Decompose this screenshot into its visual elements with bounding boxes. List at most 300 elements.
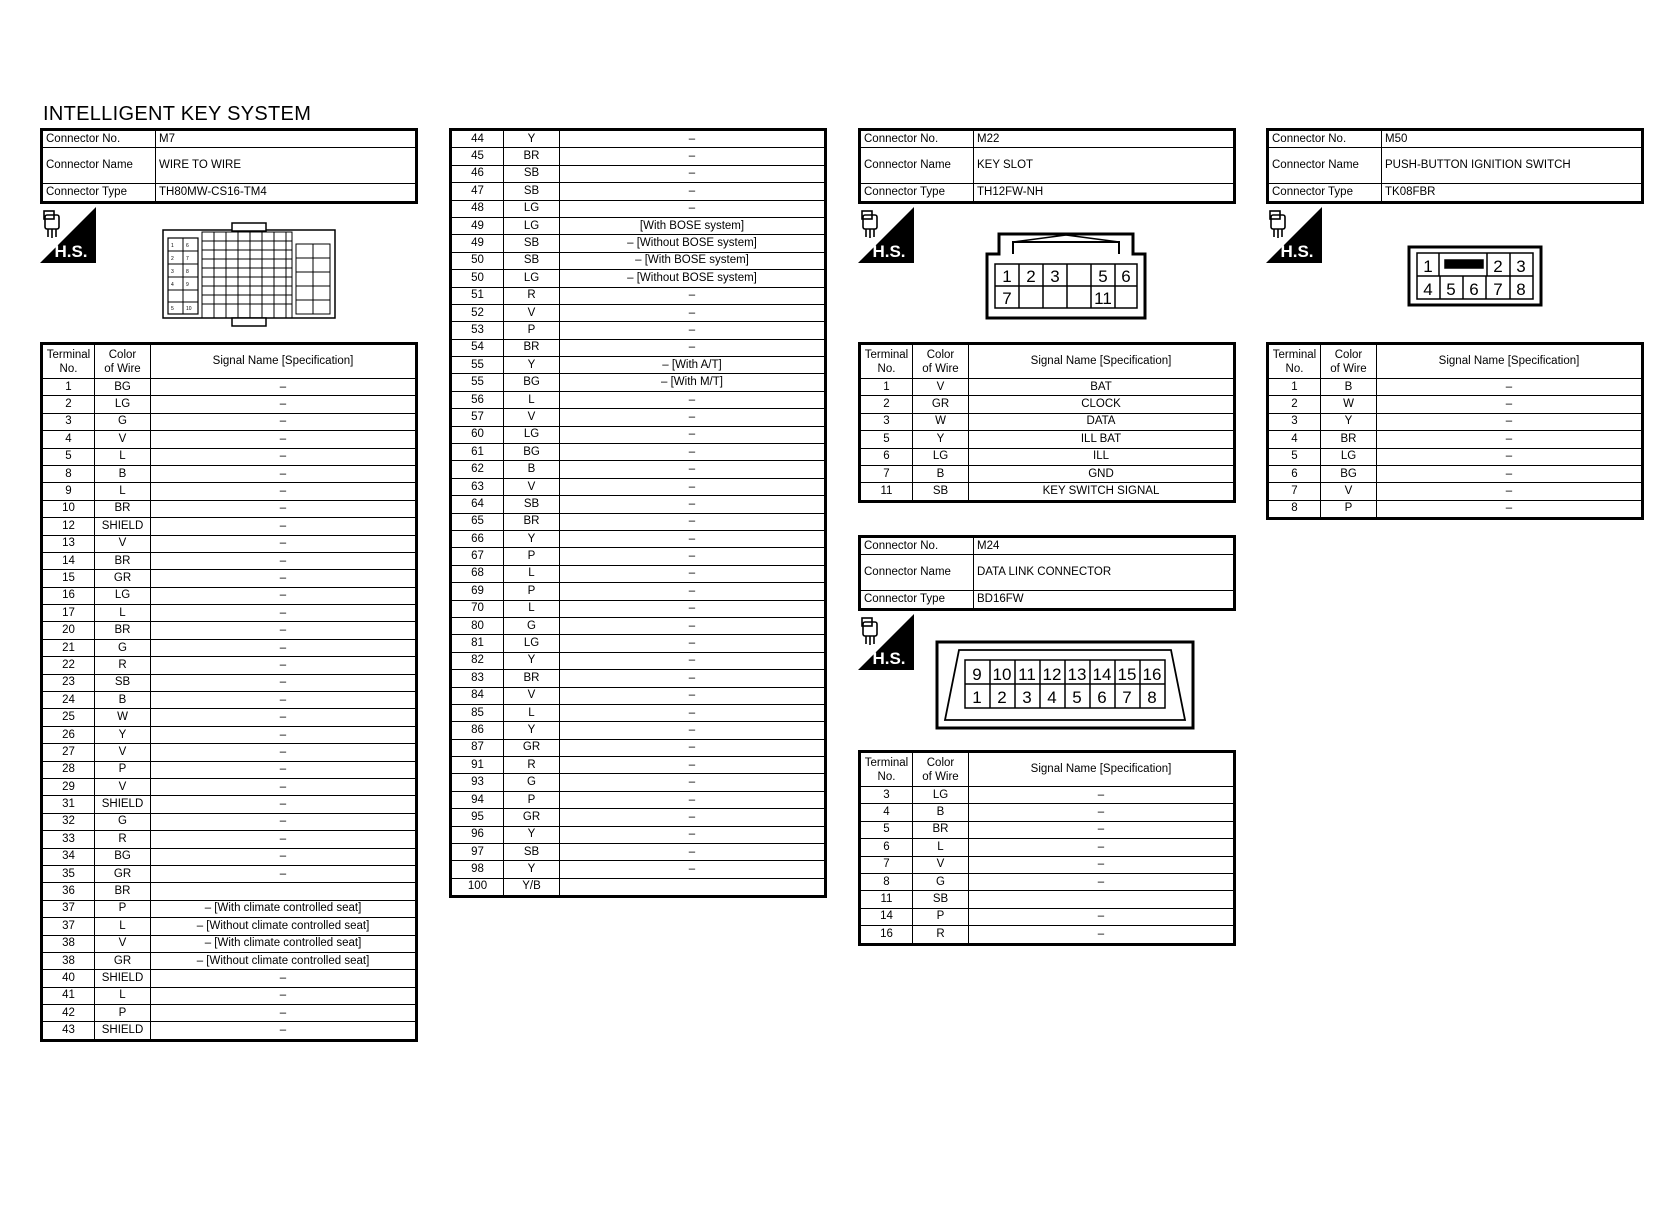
terminal-no-cell: 86 [451,722,504,739]
signal-name-cell: – [151,396,417,413]
svg-text:5: 5 [171,306,174,312]
terminal-no-cell: 95 [451,809,504,826]
signal-name-cell: – [560,200,826,217]
connector-name-label: Connector Name [1268,148,1382,184]
table-row [451,861,826,878]
wire-color-cell: P [913,908,969,925]
terminal-no-cell: 31 [42,796,95,813]
pin-label: 11 [1018,665,1036,684]
terminal-no-cell: 11 [860,483,913,501]
pin-label: 7 [1493,280,1503,299]
signal-name-cell: – [151,639,417,656]
m22-connector-no: M22 [974,130,1235,148]
wire-color-cell: L [95,483,151,500]
wire-color-cell: V [504,687,560,704]
table-row [451,165,826,182]
m7-connector-type: TH80MW-CS16-TM4 [156,184,417,202]
terminal-no-cell: 47 [451,183,504,200]
wire-color-cell: L [504,391,560,408]
terminal-no-cell: 70 [451,600,504,617]
m7-harness-side-icon [40,207,96,263]
signal-name-cell [969,891,1235,908]
m50-info-table [1266,128,1644,204]
table-row [42,865,417,882]
wire-color-cell: LG [504,200,560,217]
wire-color-cell: Y [1321,413,1377,430]
signal-name-cell: – [560,809,826,826]
wire-color-cell: SHIELD [95,1022,151,1040]
signal-name-cell: – [With climate controlled seat] [151,935,417,952]
m7-info-table [40,128,418,204]
terminal-no-cell: 14 [860,908,913,925]
m7-connector-name: WIRE TO WIRE [156,148,417,184]
terminal-no-cell: 38 [42,935,95,952]
signal-name-cell: – [969,926,1235,944]
signal-name-cell: KEY SWITCH SIGNAL [969,483,1235,501]
m22-info-table [858,128,1236,204]
wire-color-cell: G [95,813,151,830]
table-row [451,217,826,234]
wire-color-cell: LG [95,396,151,413]
wire-color-cell: Y [504,652,560,669]
signal-name-cell: – [560,826,826,843]
terminal-no-cell: 56 [451,391,504,408]
wire-color-cell: B [913,465,969,482]
wire-color-cell: Y [504,130,560,148]
table-row [42,448,417,465]
table-row [451,130,826,148]
color-header: Color of Wire [1321,344,1377,379]
terminal-no-cell: 53 [451,322,504,339]
signal-name-cell: – [560,130,826,148]
wire-color-cell: B [913,804,969,821]
wire-color-cell: LG [95,587,151,604]
terminal-no-cell: 26 [42,726,95,743]
signal-name-cell: – [151,483,417,500]
terminal-no-cell: 22 [42,657,95,674]
wire-color-cell: SB [504,235,560,252]
wire-color-cell: GR [504,739,560,756]
terminal-no-cell: 83 [451,670,504,687]
table-row [42,552,417,569]
table-row [451,478,826,495]
terminal-no-cell: 8 [860,873,913,890]
color-header: Color of Wire [913,344,969,379]
pin-label: 9 [972,665,982,684]
wire-color-cell: L [913,839,969,856]
table-row [42,900,417,917]
wire-color-cell: L [95,605,151,622]
terminal-no-cell: 38 [42,952,95,969]
wire-color-cell: G [504,617,560,634]
signal-name-cell: – [560,548,826,565]
terminal-no-cell: 29 [42,778,95,795]
terminal-no-cell: 9 [42,483,95,500]
hs-label: H.S. [872,649,906,668]
m24-connector-type: BD16FW [974,591,1235,609]
terminal-no-cell: 55 [451,374,504,391]
table-row [860,431,1235,448]
signal-name-cell: – [560,722,826,739]
signal-name-cell [151,883,417,900]
wire-color-cell: Y [504,530,560,547]
table-row [42,709,417,726]
wire-color-cell: BG [1321,465,1377,482]
table-row [860,804,1235,821]
terminal-no-cell: 27 [42,744,95,761]
signal-name-cell: – [560,687,826,704]
table-row [42,778,417,795]
m50-connector-name: PUSH-BUTTON IGNITION SWITCH [1382,148,1643,184]
table-row [451,774,826,791]
signal-name-cell: GND [969,465,1235,482]
signal-name-cell: BAT [969,379,1235,396]
table-row [42,935,417,952]
signal-name-cell: – [151,552,417,569]
wire-color-cell: G [504,774,560,791]
wire-color-cell: L [95,987,151,1004]
pin-label: 6 [1097,688,1107,707]
m24-connector-face-diagram [935,640,1195,730]
table-row [42,605,417,622]
wire-color-cell: BR [504,670,560,687]
connector-no-label: Connector No. [860,537,974,555]
pin-label: 5 [1072,688,1082,707]
terminal-no-cell: 5 [860,821,913,838]
wire-color-cell: G [913,873,969,890]
signal-name-cell: – [969,856,1235,873]
wire-color-cell: SB [504,496,560,513]
terminal-no-cell: 4 [1268,431,1321,448]
terminal-no-cell: 3 [860,413,913,430]
wire-color-cell: V [504,478,560,495]
terminal-no-cell: 28 [42,761,95,778]
terminal-no-cell: 2 [1268,396,1321,413]
svg-text:4: 4 [171,282,174,288]
terminal-no-cell: 5 [860,431,913,448]
wire-color-cell: BG [95,848,151,865]
signal-name-cell: – [560,322,826,339]
table-row [860,856,1235,873]
terminal-no-cell: 82 [451,652,504,669]
terminal-no-cell: 41 [42,987,95,1004]
color-header: Color of Wire [95,344,151,379]
wire-color-cell: P [1321,500,1377,518]
terminal-no-cell: 3 [42,413,95,430]
wire-color-cell: SB [95,674,151,691]
wire-color-cell: P [504,583,560,600]
terminal-no-cell: 8 [42,465,95,482]
wire-color-cell: BG [504,374,560,391]
signal-name-cell: – [With M/T] [560,374,826,391]
m7-terminal-table-1 [40,342,418,1042]
table-row [42,796,417,813]
terminal-no-cell: 37 [42,900,95,917]
signal-name-cell: DATA [969,413,1235,430]
table-row [451,530,826,547]
signal-name-cell: – [560,565,826,582]
terminal-no-cell: 67 [451,548,504,565]
signal-name-cell: – [1377,431,1643,448]
terminal-no-cell: 3 [1268,413,1321,430]
signal-name-cell: – [560,304,826,321]
table-row [451,670,826,687]
signal-name-cell: – [560,461,826,478]
signal-name-cell: – [560,774,826,791]
terminal-no-cell: 2 [42,396,95,413]
table-row [451,791,826,808]
connector-type-label: Connector Type [860,591,974,609]
terminal-no-cell: 37 [42,918,95,935]
table-row [451,704,826,721]
svg-text:2: 2 [171,256,174,262]
signal-name-cell: – [151,570,417,587]
table-row [42,413,417,430]
wire-color-cell: R [95,831,151,848]
table-row [42,848,417,865]
terminal-no-cell: 40 [42,970,95,987]
wire-color-cell: P [95,1005,151,1022]
m22-terminal-table [858,342,1236,503]
wire-color-cell: SB [504,165,560,182]
terminal-no-cell: 24 [42,692,95,709]
wire-color-cell: L [95,448,151,465]
pin-label: 3 [1516,257,1526,276]
signal-name-cell: – [969,908,1235,925]
signal-name-cell: – [560,600,826,617]
pin-label: 4 [1423,280,1433,299]
table-row [860,483,1235,501]
signal-name-cell: – [1377,483,1643,500]
table-row [451,548,826,565]
terminal-no-cell: 52 [451,304,504,321]
signal-name-cell: – [With A/T] [560,357,826,374]
m7-connector-face-diagram [162,222,337,328]
signal-name-cell: – [560,148,826,165]
wire-color-cell: Y/B [504,878,560,896]
wire-color-cell: W [95,709,151,726]
table-row [451,235,826,252]
wire-color-cell: Y [913,431,969,448]
signal-name-cell: – [969,804,1235,821]
signal-name-cell: – [560,757,826,774]
signal-name-cell: – [1377,465,1643,482]
pin-label: 8 [1516,280,1526,299]
table-row [451,652,826,669]
table-row [451,374,826,391]
terminal-no-cell: 36 [42,883,95,900]
signal-name-cell: – [560,513,826,530]
terminal-no-cell: 100 [451,878,504,896]
table-row [860,379,1235,396]
signal-name-cell: – [151,970,417,987]
table-row [42,500,417,517]
pin-label: 15 [1117,665,1137,684]
signal-header: Signal Name [Specification] [969,344,1235,379]
table-row [42,639,417,656]
wire-color-cell: R [95,657,151,674]
table-row [1268,396,1643,413]
table-row [451,444,826,461]
terminal-no-cell: 7 [860,465,913,482]
table-row [451,635,826,652]
terminal-no-cell: 4 [860,804,913,821]
connector-type-label: Connector Type [860,184,974,202]
m24-terminal-table [858,750,1236,946]
pin-label: 3 [1050,267,1060,286]
terminal-no-cell: 94 [451,791,504,808]
terminal-no-cell: 20 [42,622,95,639]
table-row [451,844,826,861]
pin-label: 5 [1098,267,1108,286]
signal-name-cell: – [Without BOSE system] [560,235,826,252]
table-row [1268,465,1643,482]
terminal-no-cell: 1 [42,379,95,396]
hs-label: H.S. [872,242,906,261]
terminal-no-cell: 96 [451,826,504,843]
wire-color-cell: BR [504,339,560,356]
signal-name-cell: – [1377,448,1643,465]
svg-text:8: 8 [186,269,189,275]
m50-connector-no: M50 [1382,130,1643,148]
terminal-no-cell: 5 [42,448,95,465]
terminal-no-cell: 51 [451,287,504,304]
table-row [860,396,1235,413]
terminal-no-cell: 3 [860,787,913,804]
table-row [42,761,417,778]
terminal-no-cell: 48 [451,200,504,217]
terminal-no-cell: 25 [42,709,95,726]
m7-connector-no: M7 [156,130,417,148]
terminal-no-cell: 6 [860,839,913,856]
terminal-header: Terminal No. [42,344,95,379]
signal-name-cell [560,878,826,896]
table-row [451,252,826,269]
signal-name-cell: – [560,617,826,634]
signal-name-cell: ILL [969,448,1235,465]
pin-label: 11 [1094,289,1112,308]
signal-name-cell: – [560,409,826,426]
hs-label: H.S. [54,242,88,261]
table-row [860,821,1235,838]
wire-color-cell: BR [1321,431,1377,448]
terminal-no-cell: 55 [451,357,504,374]
table-row [860,926,1235,944]
wire-color-cell: W [1321,396,1377,413]
table-row [451,757,826,774]
m22-harness-side-icon [858,207,914,263]
wire-color-cell: SB [913,483,969,501]
wire-color-cell: R [504,287,560,304]
connector-name-label: Connector Name [42,148,156,184]
signal-name-cell: – [560,652,826,669]
terminal-no-cell: 80 [451,617,504,634]
wire-color-cell: L [504,600,560,617]
signal-name-cell: – [With BOSE system] [560,252,826,269]
table-row [451,513,826,530]
signal-header: Signal Name [Specification] [151,344,417,379]
wire-color-cell: LG [913,448,969,465]
wire-color-cell: SB [504,844,560,861]
terminal-no-cell: 11 [860,891,913,908]
svg-text:10: 10 [186,306,192,312]
signal-name-cell: – [151,831,417,848]
wire-color-cell: G [95,639,151,656]
signal-name-cell: – [151,726,417,743]
table-row [451,461,826,478]
terminal-no-cell: 81 [451,635,504,652]
table-row [42,883,417,900]
svg-text:3: 3 [171,269,174,275]
pin-label: 2 [1026,267,1036,286]
pin-label: 13 [1067,665,1087,684]
terminal-no-cell: 16 [860,926,913,944]
terminal-no-cell: 54 [451,339,504,356]
wire-color-cell: BR [95,500,151,517]
svg-text:1: 1 [171,243,174,249]
terminal-no-cell: 46 [451,165,504,182]
table-row [42,570,417,587]
signal-name-cell: – [151,657,417,674]
table-row [451,357,826,374]
wire-color-cell: V [95,935,151,952]
wire-color-cell: P [95,900,151,917]
wire-color-cell: P [504,548,560,565]
m22-connector-type: TH12FW-NH [974,184,1235,202]
signal-name-cell: – [1377,379,1643,396]
wire-color-cell: B [504,461,560,478]
terminal-no-cell: 32 [42,813,95,830]
terminal-header: Terminal No. [1268,344,1321,379]
terminal-no-cell: 49 [451,217,504,234]
table-row [451,826,826,843]
signal-name-cell: – [151,622,417,639]
pin-label: 5 [1446,280,1456,299]
wire-color-cell: SHIELD [95,970,151,987]
terminal-no-cell: 93 [451,774,504,791]
wire-color-cell: LG [504,635,560,652]
table-row [42,431,417,448]
wire-color-cell: V [95,535,151,552]
terminal-no-cell: 17 [42,605,95,622]
table-row [860,873,1235,890]
signal-name-cell: – [560,791,826,808]
signal-name-cell: – [560,670,826,687]
signal-name-cell: – [151,709,417,726]
connector-name-label: Connector Name [860,555,974,591]
table-row [42,987,417,1004]
table-row [1268,483,1643,500]
terminal-no-cell: 97 [451,844,504,861]
table-row [42,1005,417,1022]
pin-label: 1 [1002,267,1012,286]
signal-name-cell: – [151,518,417,535]
m22-connector-face-diagram [985,232,1147,320]
table-row [42,657,417,674]
wire-color-cell: LG [504,270,560,287]
signal-name-cell: – [560,165,826,182]
svg-text:9: 9 [186,282,189,288]
wire-color-cell: SHIELD [95,796,151,813]
terminal-no-cell: 7 [860,856,913,873]
table-row [42,813,417,830]
table-row [451,183,826,200]
wire-color-cell: BG [504,444,560,461]
table-row [42,918,417,935]
signal-name-cell: – [151,813,417,830]
m50-connector-face-diagram [1407,245,1543,307]
terminal-no-cell: 23 [42,674,95,691]
